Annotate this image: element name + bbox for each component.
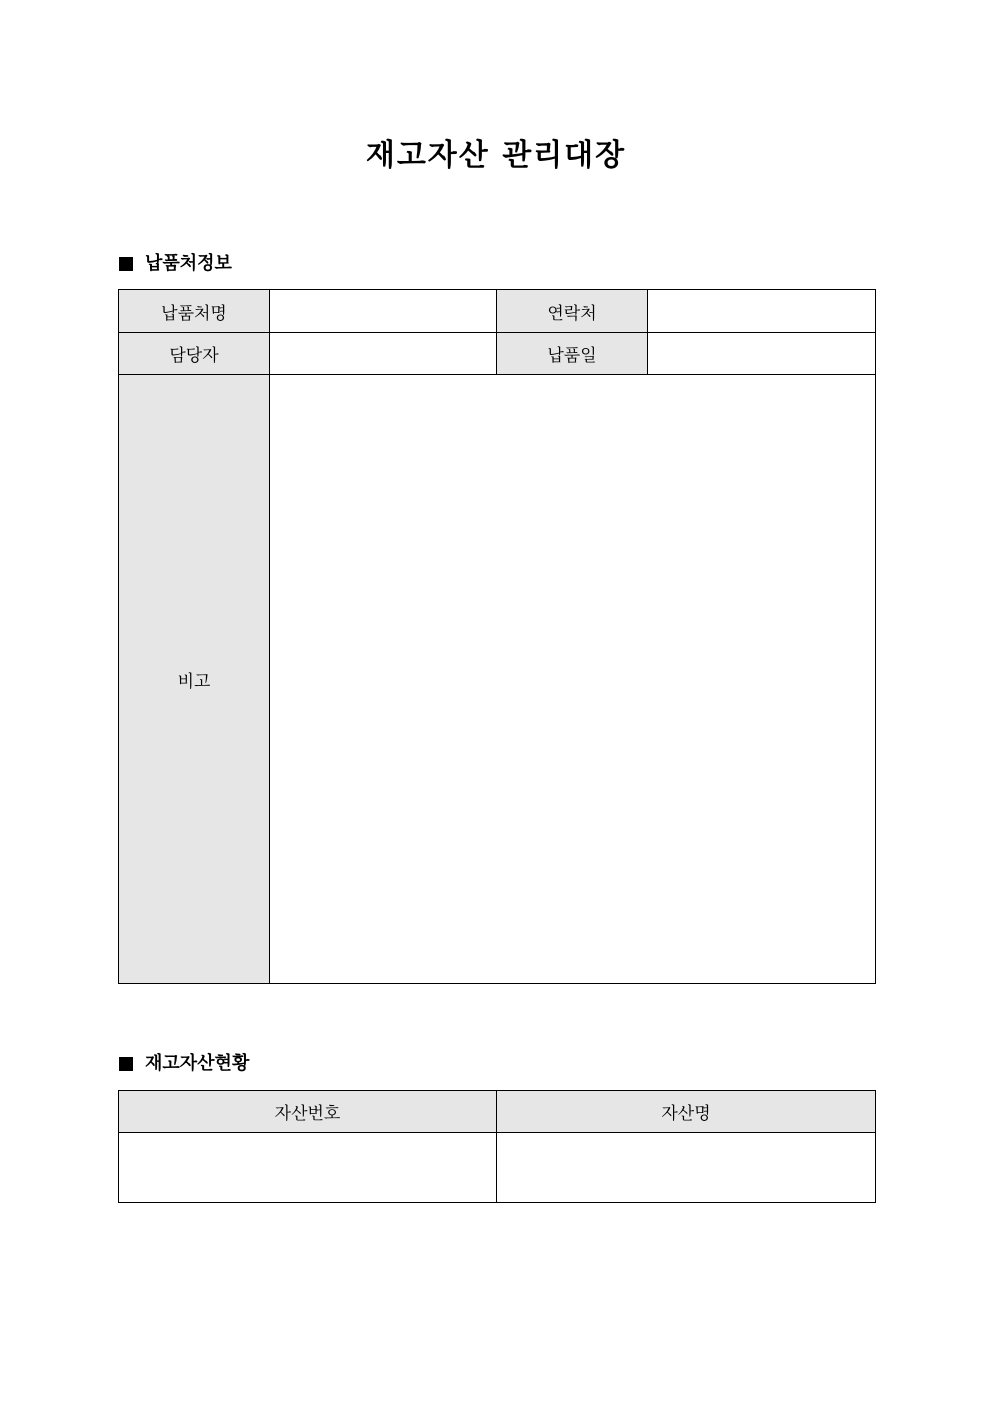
delivery-date-label: 납품일 [497,333,648,375]
manager-field[interactable] [270,333,497,375]
table-header-row [119,1091,876,1133]
square-bullet-icon [119,1057,133,1071]
manager-label: 담당자 [119,333,270,375]
table-row [119,290,876,333]
square-bullet-icon [119,257,133,271]
supplier-name-field[interactable] [270,290,497,333]
supplier-info-table [118,289,876,984]
table-row [119,375,876,984]
page-title: 재고자산 관리대장 [365,138,627,173]
section-heading-label: 재고자산현황 [145,1053,250,1074]
supplier-name-label: 납품처명 [119,290,270,333]
asset-number-cell[interactable] [119,1133,497,1203]
section-heading-label: 납품처정보 [145,253,232,274]
asset-name-cell[interactable] [497,1133,876,1203]
section-heading-inventory [119,1051,249,1077]
table-row [119,333,876,375]
section-heading-supplier [119,251,232,277]
column-header-asset-number: 자산번호 [119,1091,497,1133]
table-row [119,1133,876,1203]
column-header-asset-name: 자산명 [497,1091,876,1133]
remarks-label: 비고 [119,375,270,984]
remarks-field[interactable] [270,375,876,984]
inventory-table [118,1090,876,1203]
delivery-date-field[interactable] [648,333,876,375]
contact-label: 연락처 [497,290,648,333]
contact-field[interactable] [648,290,876,333]
